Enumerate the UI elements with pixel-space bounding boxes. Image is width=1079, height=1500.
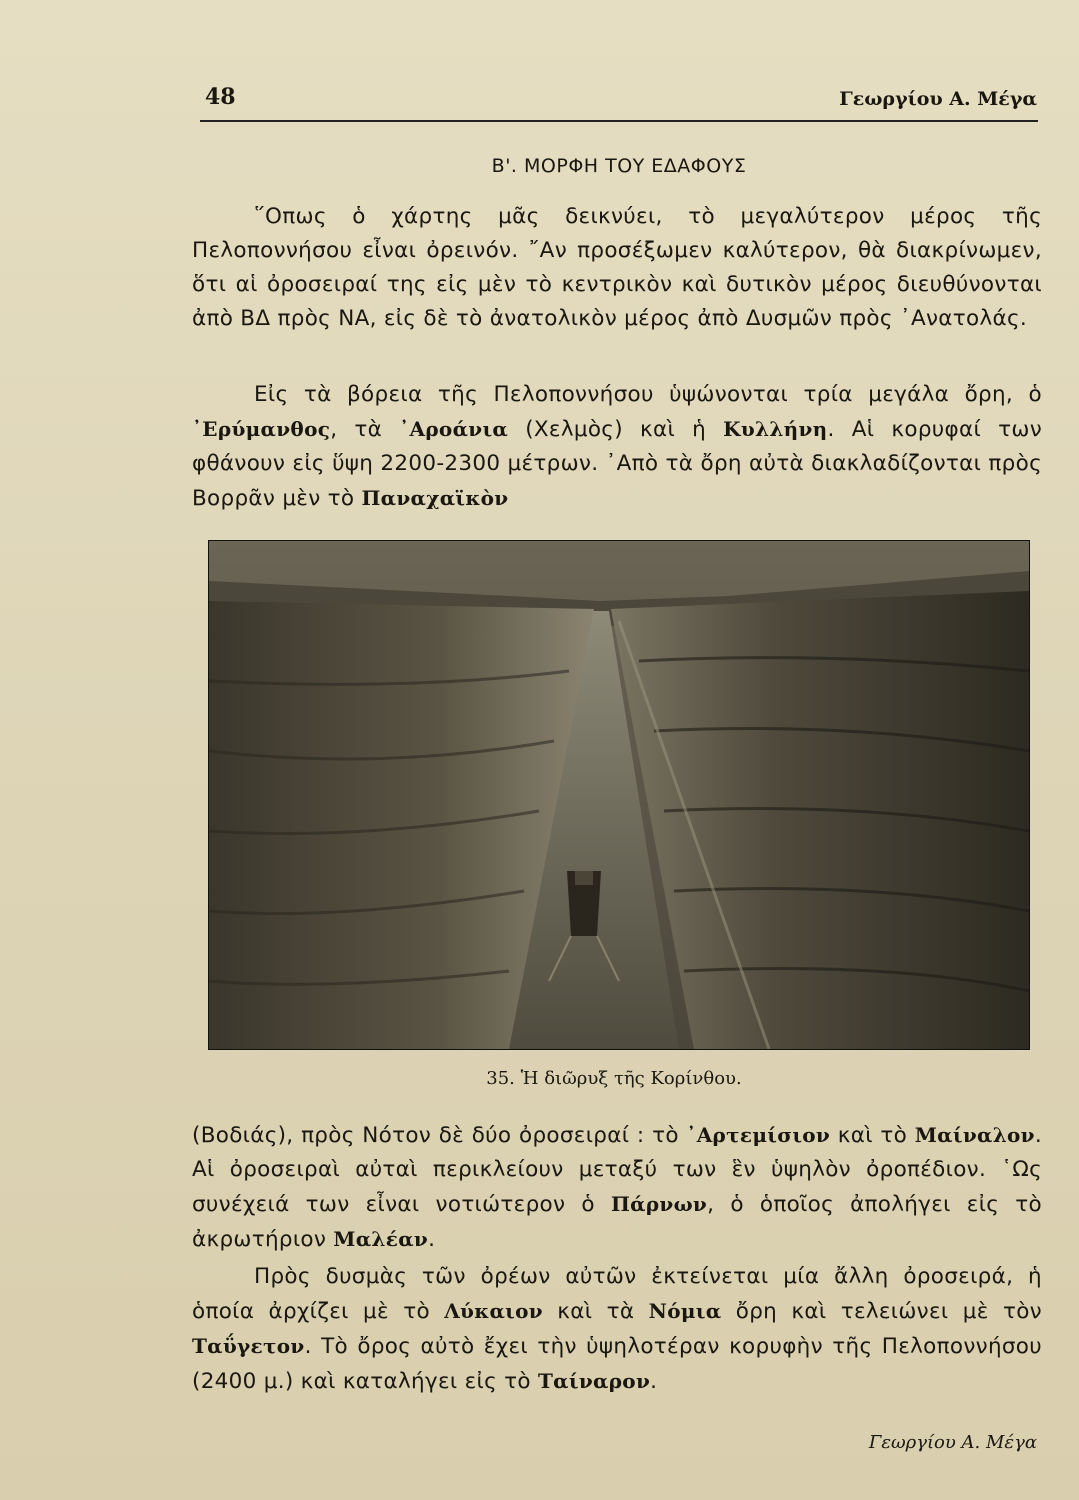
section-title: Β'. ΜΟΡΦΗ ΤΟΥ ΕΔΑΦΟΥΣ: [491, 155, 747, 177]
text-run: , ὁ ὁποῖος ἀπολήγει εἰς τὸ ἀκρωτήριον: [192, 1192, 1042, 1252]
mountain-name-panachaikon: Παναχαϊκὸν: [361, 486, 509, 510]
mountain-name-parnon: Πάρνων: [610, 1192, 708, 1216]
paragraph-3: [192, 1118, 1042, 1257]
text-run: ὄρη καὶ τελειώνει μὲ τὸν: [721, 1299, 1042, 1324]
text-run: .: [650, 1369, 658, 1394]
text-run: . Αἱ κορυφαί των φθάνουν εἰς ὕψη 2200-2300 μέτρων. ᾿Απὸ τὰ ὄρη αὐτὰ διακλαδίζονται πρὸς Βορρᾶν μὲν τὸ: [192, 417, 1043, 511]
mountain-name-taygetos: Ταΰγετον: [192, 1334, 305, 1358]
text-run: , τὰ: [330, 417, 400, 442]
canal-illustration: [209, 541, 1029, 1049]
mountain-name-erymanthos: ᾿Ερύμανθος: [192, 417, 331, 441]
corinth-canal-photo: [208, 540, 1030, 1050]
paragraph-1-text: ῞Οπως ὁ χάρτης μᾶς δεικνύει, τὸ μεγαλύτερον μέρος τῆς Πελοποννήσου εἶναι ὀρεινόν. ῎Αν προσέξωμεν καλύτερον, θὰ διακρίνωμεν, ὅτι αἱ ὀροσειραί της εἰς μὲν τὸ κεντρικὸν καὶ δυτικὸν μέρος διευθύνονται ἀπὸ ΒΔ πρὸς ΝΑ, εἰς δὲ τὸ ἀνατολικὸν μέρος ἀπὸ Δυσμῶν πρὸς ᾿Ανατολάς.: [192, 204, 1042, 331]
text-run: Πρὸς δυσμὰς τῶν ὀρέων αὐτῶν ἐκτείνεται μία ἄλλη ὀροσειρά, ἡ ὁποία ἀρχίζει μὲ τὸ: [192, 1264, 1042, 1324]
cape-name-malea: Μαλέαν: [333, 1227, 429, 1251]
running-head: Γεωργίου Α. Μέγα: [839, 88, 1037, 110]
mountain-name-lykaion: Λύκαιον: [444, 1299, 543, 1323]
mountain-name-nomia: Νόμια: [648, 1299, 722, 1323]
mountain-name-kyllini: Κυλλήνη: [723, 417, 828, 441]
mountain-name-aroania: ᾿Αροάνια: [399, 417, 509, 441]
mountain-name-artemision: ᾿Αρτεμίσιον: [686, 1123, 831, 1147]
paragraph-2: [192, 378, 1042, 516]
text-run: (Βοδιάς), πρὸς Νότον δὲ δύο ὀροσειραί : τὸ: [192, 1123, 687, 1148]
figure-caption: 35. Ἡ διῶρυξ τῆς Κορίνθου.: [486, 1068, 742, 1089]
mountain-name-mainalon: Μαίναλον: [914, 1123, 1035, 1147]
text-run: Εἰς τὰ βόρεια τῆς Πελοποννήσου ὑψώνονται τρία μεγάλα ὄρη, ὁ: [254, 382, 1042, 407]
text-run: . Αἱ ὀροσειραὶ αὐταὶ περικλείουν μεταξύ των ἓν ὑψηλὸν ὀροπέδιον. ῾Ως συνέχειά των εἶναι νοτιώτερον ὁ: [192, 1123, 1042, 1217]
paragraph-1: [192, 200, 1042, 336]
text-run: . Τὸ ὄρος αὐτὸ ἔχει τὴν ὑψηλοτέραν κορυφὴν τῆς Πελοποννήσου (2400 μ.) καὶ καταλήγει εἰς τὸ: [192, 1334, 1042, 1394]
page-number: 48: [205, 84, 236, 110]
text-run: .: [428, 1227, 436, 1252]
text-run: (Χελμὸς) καὶ ἡ: [508, 417, 724, 442]
paragraph-4: [192, 1260, 1042, 1399]
cape-name-tainaron: Ταίναρον: [537, 1369, 651, 1393]
text-run: καὶ τὸ: [830, 1123, 915, 1148]
footer-author: Γεωργίου Α. Μέγα: [868, 1432, 1037, 1453]
header-rule: [200, 120, 1038, 122]
text-run: καὶ τὰ: [542, 1299, 649, 1324]
